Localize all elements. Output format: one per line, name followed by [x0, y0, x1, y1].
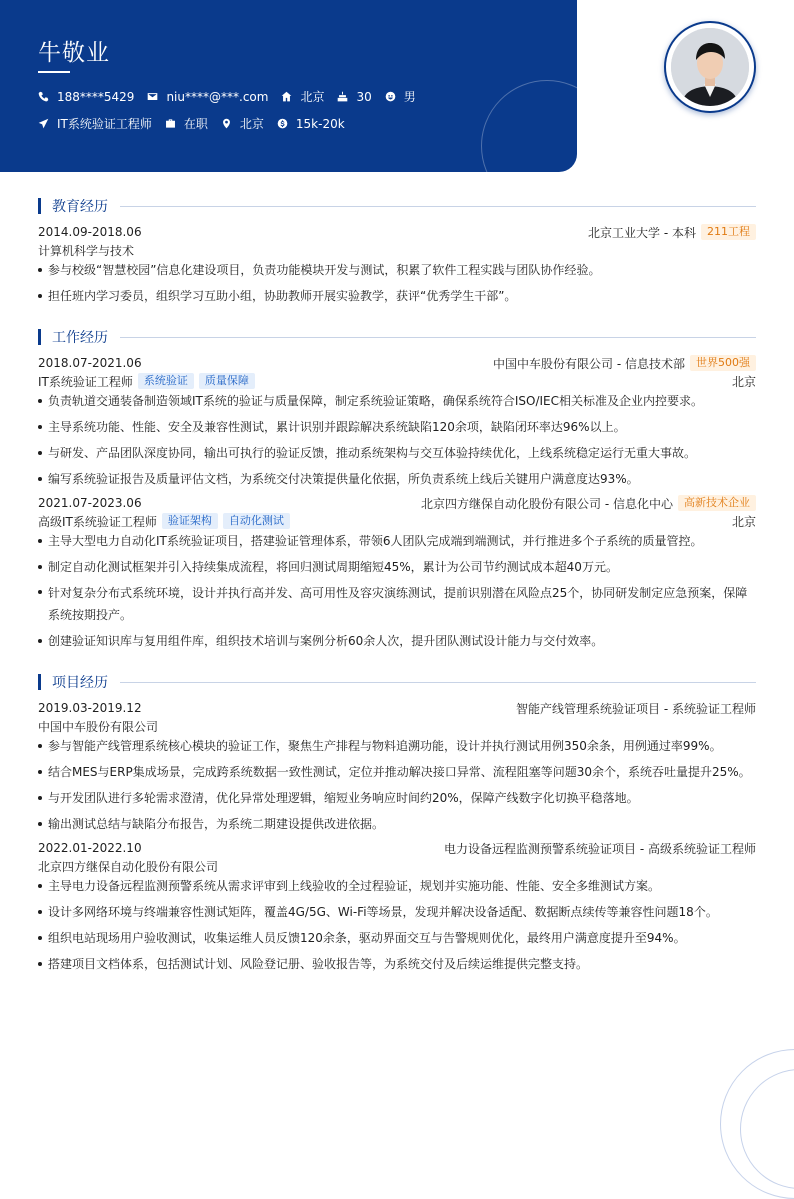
- section-marker: [38, 674, 41, 690]
- section-label: 教育经历: [52, 199, 108, 215]
- project-org: 北京四方继保自动化股份有限公司: [38, 859, 219, 874]
- project-entry-header: [38, 699, 756, 717]
- list-item: 输出测试总结与缺陷分布报告，为系统二期建设提供改进依据。: [38, 811, 756, 837]
- phone-item: [38, 90, 134, 104]
- phone-text: 188****5429: [57, 89, 135, 104]
- age-item: [337, 90, 371, 104]
- list-item: 制定自动化测试框架并引入持续集成流程，将回归测试周期缩短45%，累计为公司节约测试成本超40万元。: [38, 554, 756, 580]
- section-label: 项目经历: [52, 675, 108, 691]
- salary-text: 15k-20k: [295, 116, 345, 131]
- name-underline: [38, 71, 70, 73]
- list-item: 主导大型电力自动化IT系统验证项目，搭建验证管理体系，带领6人团队完成端到端测试，并行推进多个子系统的质量管控。: [38, 528, 756, 554]
- list-item: 创建验证知识库与复用组件库，组织技术培训与案例分析60余人次，提升团队测试设计能力与交付效率。: [38, 628, 756, 654]
- candidate-name: 牛敬业: [38, 40, 110, 66]
- list-item: 主导系统功能、性能、安全及兼容性测试，累计识别并跟踪解决系统缺陷120余项，缺陷闭环率达96%以上。: [38, 414, 756, 440]
- section-marker: [38, 329, 41, 345]
- list-item: 设计多网络环境与终端兼容性测试矩阵，覆盖4G/5G、Wi-Fi等场景，发现并解决设备适配、数据断点续传等兼容性问题18个。: [38, 899, 756, 925]
- list-item: 编写系统验证报告及质量评估文档，为系统交付决策提供量化依据，所负责系统上线后关键用户满意度达93%。: [38, 466, 756, 492]
- work-entry-header: [38, 494, 756, 512]
- send-icon: [38, 118, 49, 129]
- education-major: 计算机科学与技术: [38, 243, 135, 258]
- job-title-item: [38, 115, 152, 132]
- project-name-role: 智能产线管理系统验证项目 - 系统验证工程师: [516, 701, 756, 716]
- email-text: niu****@***.com: [166, 89, 269, 104]
- work-bullets: [38, 388, 756, 492]
- project-name-role: 电力设备远程监测预警系统验证项目 - 高级系统验证工程师: [444, 841, 756, 856]
- list-item: 主导电力设备远程监测预警系统从需求评审到上线验收的全过程验证，规划并实施功能、性能、安全多维测试方案。: [38, 873, 756, 899]
- money-icon: [277, 118, 288, 129]
- list-item: 搭建项目文档体系，包括测试计划、风险登记册、验收报告等，为系统交付及后续运维提供完整支持。: [38, 951, 756, 977]
- section-divider: [120, 206, 756, 207]
- work-period: 2018.07-2021.06: [38, 356, 142, 370]
- project-period: 2022.01-2022.10: [38, 841, 142, 855]
- work-company: 北京四方继保自动化股份有限公司 - 信息化中心: [421, 496, 673, 511]
- avatar-frame: [664, 21, 756, 113]
- job-title-text: IT系统验证工程师: [57, 117, 152, 131]
- work-company: 中国中车股份有限公司 - 信息技术部: [493, 356, 685, 371]
- gender-item: [385, 88, 416, 105]
- list-item: 结合MES与ERP集成场景，完成跨系统数据一致性测试，定位并推动解决接口异常、流程阻塞等问题30余个，系统吞吐量提升25%。: [38, 759, 756, 785]
- project-period: 2019.03-2019.12: [38, 701, 142, 715]
- home-icon: [281, 91, 292, 102]
- work-role: 高级IT系统验证工程师: [38, 514, 157, 529]
- list-item: 参与智能产线管理系统核心模块的验证工作，聚焦生产排程与物料追溯功能，设计并执行测试用例350余条，用例通过率99%。: [38, 733, 756, 759]
- skill-tag: 质量保障: [199, 373, 255, 389]
- hometown-text: 北京: [300, 90, 325, 104]
- section-label: 工作经历: [52, 330, 108, 346]
- resume-header: [0, 0, 577, 172]
- header-decoration-circle: [481, 80, 577, 172]
- job-intent-row: [38, 115, 358, 132]
- mail-icon: [147, 91, 158, 102]
- list-item: 与研发、产品团队深度协同，输出可执行的验证反馈，推动系统架构与交互体验持续优化，上线系统稳定运行无重大事故。: [38, 440, 756, 466]
- salary-item: [277, 117, 345, 131]
- work-section-title: [38, 327, 756, 347]
- list-item: 组织电站现场用户验收测试，收集运维人员反馈120余条，驱动界面交互与告警规则优化，最终用户满意度提升至94%。: [38, 925, 756, 951]
- education-bullets: [38, 257, 756, 309]
- work-bullets: [38, 528, 756, 654]
- education-entry-header: [38, 223, 756, 241]
- location-item: [221, 115, 264, 132]
- cake-icon: [337, 91, 348, 102]
- gender-text: 男: [403, 90, 416, 104]
- hometown-item: [281, 88, 324, 105]
- status-item: [165, 115, 208, 132]
- email-item: [147, 90, 268, 104]
- work-role: IT系统验证工程师: [38, 374, 133, 389]
- work-entry-header: [38, 354, 756, 372]
- project-entry-header: [38, 839, 756, 857]
- company-tag: 世界500强: [690, 355, 756, 371]
- location-pin-icon: [221, 118, 232, 129]
- section-marker: [38, 198, 41, 214]
- project-org: 中国中车股份有限公司: [38, 719, 159, 734]
- projects-section-title: [38, 672, 756, 692]
- section-divider: [120, 682, 756, 683]
- project-bullets: [38, 873, 756, 977]
- work-city: 北京: [731, 514, 756, 529]
- list-item: 担任班内学习委员，组织学习互助小组，协助教师开展实验教学，获评“优秀学生干部”。: [38, 283, 756, 309]
- contact-row: [38, 88, 429, 105]
- education-period: 2014.09-2018.06: [38, 225, 142, 239]
- location-text: 北京: [239, 117, 264, 131]
- phone-icon: [38, 91, 49, 102]
- company-tag: 高新技术企业: [678, 495, 756, 511]
- project-bullets: [38, 733, 756, 837]
- education-section-title: [38, 196, 756, 216]
- status-text: 在职: [183, 117, 208, 131]
- work-period: 2021.07-2023.06: [38, 496, 142, 510]
- skill-tag: 验证架构: [162, 513, 218, 529]
- list-item: 针对复杂分布式系统环境，设计并执行高并发、高可用性及容灾演练测试，提前识别潜在风险点25个，协同研发制定应急预案，保障系统按期投产。: [38, 580, 756, 628]
- smiley-icon: [385, 91, 396, 102]
- education-school-tag: 211工程: [701, 224, 756, 240]
- section-divider: [120, 337, 756, 338]
- age-text: 30: [356, 89, 372, 104]
- list-item: 与开发团队进行多轮需求澄清，优化异常处理逻辑，缩短业务响应时间约20%，保障产线数字化切换平稳落地。: [38, 785, 756, 811]
- list-item: 负责轨道交通装备制造领域IT系统的验证与质量保障，制定系统验证策略，确保系统符合ISO/IEC相关标准及企业内控要求。: [38, 388, 756, 414]
- briefcase-icon: [165, 118, 176, 129]
- work-city: 北京: [731, 374, 756, 389]
- avatar: [671, 28, 749, 106]
- education-school: 北京工业大学 - 本科: [588, 225, 696, 240]
- list-item: 参与校级“智慧校园”信息化建设项目，负责功能模块开发与测试，积累了软件工程实践与团队协作经验。: [38, 257, 756, 283]
- skill-tag: 系统验证: [138, 373, 194, 389]
- skill-tag: 自动化测试: [223, 513, 290, 529]
